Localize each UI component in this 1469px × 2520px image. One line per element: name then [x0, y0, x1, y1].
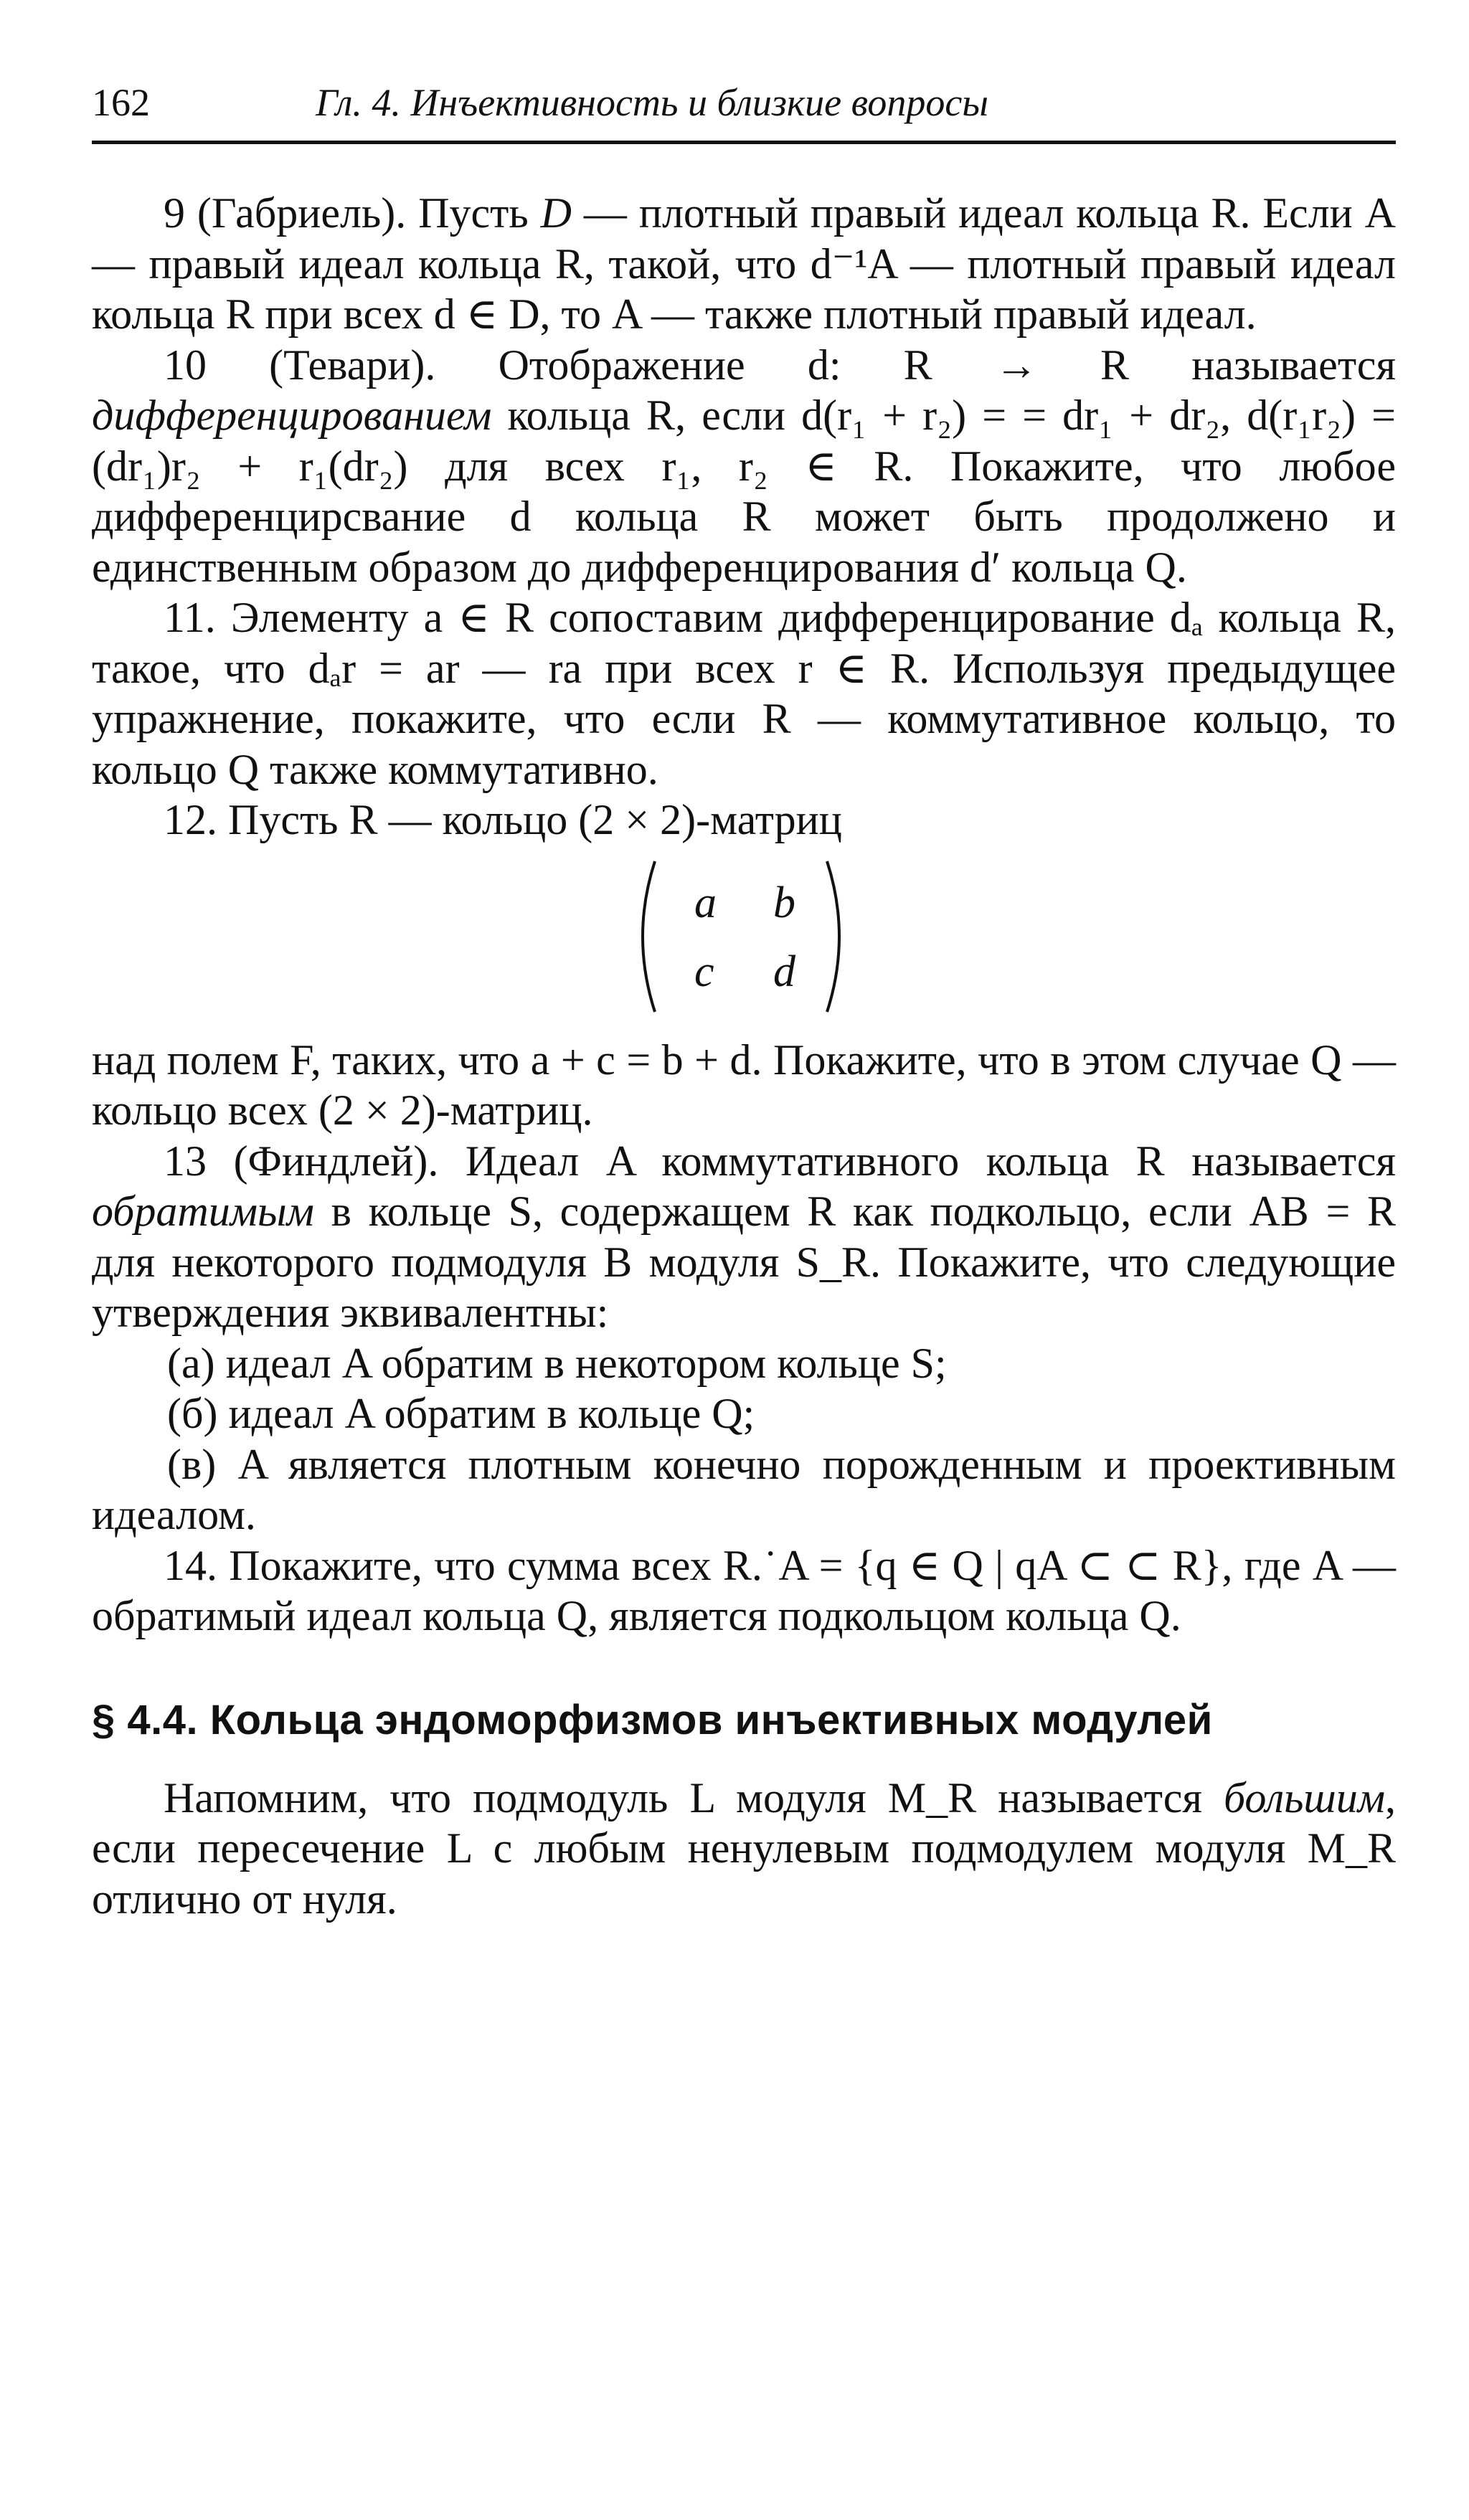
matrix-2x2	[92, 858, 1396, 1015]
exercise-13: 13 (Финдлей). Идеал A коммутативного кольца R называется обратимым в кольце S, содержащем R как подкольцо, если AB = R для некоторого подмодуля B модуля S_R. Покажите, что следующие утверждения эквивалентны:	[92, 1137, 1396, 1336]
page-header	[92, 77, 1396, 128]
page-number: 162	[92, 81, 150, 124]
exercise-12-lead: 12. Пусть R — кольцо (2 × 2)-матриц	[164, 796, 842, 843]
exercise-14: 14. Покажите, что сумма всех R.˙A = {q ∈ Q | qA ⊂ ⊂ R}, где A — обратимый идеал кольца Q, является подкольцом кольца Q.	[92, 1541, 1396, 1639]
left-paren	[643, 861, 655, 1012]
intro-paragraph: Напомним, что подмодуль L модуля M_R называется большим, если пересечение L с любым ненулевым подмодулем модуля M_R отлично от нуля.	[92, 1773, 1396, 1923]
section-heading: § 4.4. Кольца эндоморфизмов инъективных модулей	[92, 1696, 1213, 1743]
exercise-10: 10 (Тевари). Отображение d: R → R называется дифференцированием кольца R, если d(r₁ + r₂) = = dr₁ + dr₂, d(r₁r₂) = (dr₁)r₂ + r₁(dr₂) для всех r₁, r₂ ∈ R. Покажите, что любое дифференцирсвание d кольца R может быть продолжено и единственным образом до дифференцирования d′ кольца Q.	[92, 341, 1396, 591]
running-title: Гл. 4. Инъективность и близкие вопросы	[316, 81, 988, 124]
term-differentiation: дифференцированием	[92, 392, 492, 439]
matrix-figure	[626, 858, 856, 1015]
term-invertible: обратимым	[92, 1188, 314, 1235]
right-paren	[827, 861, 839, 1012]
exercise-12-body: над полем F, таких, что a + c = b + d. Покажите, что в этом случае Q —кольцо всех (2 × 2)-матриц.	[92, 1036, 1396, 1134]
matrix-entry-c: c	[694, 947, 714, 996]
exercise-13-item-c: (в) A является плотным конечно порожденным и проективным идеалом.	[92, 1440, 1396, 1538]
matrix-entry-a: a	[694, 878, 717, 927]
exercise-13-item-a: (а) идеал A обратим в некотором кольце S;	[167, 1339, 947, 1387]
matrix-entry-b: b	[773, 878, 795, 927]
exercise-9: 9 (Габриель). Пусть D — плотный правый идеал кольца R. Если A — правый идеал кольца R, такой, что d⁻¹A — плотный правый идеал кольца R при всех d ∈ D, то A — также плотный правый идеал.	[92, 189, 1396, 338]
page-body	[92, 188, 1396, 1924]
term-large: большим	[1224, 1773, 1385, 1822]
exercise-11: 11. Элементу a ∈ R сопоставим дифференцирование dₐ кольца R, такое, что dₐr = ar — ra при всех r ∈ R. Используя предыдущее упражнение, покажите, что если R — коммутативное кольцо, то кольцо Q также коммутативно.	[92, 594, 1396, 793]
exercise-13-item-b: (б) идеал A обратим в кольце Q;	[167, 1390, 755, 1437]
header-rule	[92, 141, 1396, 144]
matrix-entry-d: d	[773, 947, 795, 996]
